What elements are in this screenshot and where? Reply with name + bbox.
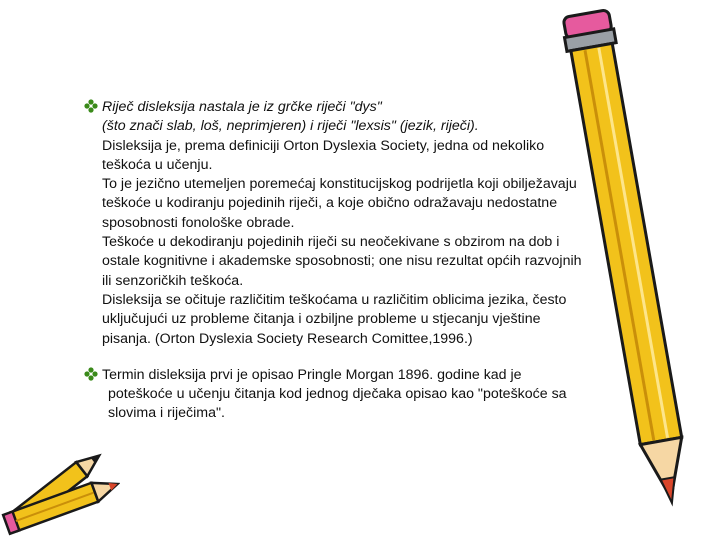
paragraph-line: To je jezično utemeljen poremećaj konstitucijskog podrijetla koji obilježavaju (102, 176, 577, 193)
paragraph-line: slovima i riječima". (108, 405, 225, 422)
paragraph-line: sposobnosti fonološke obrade. (102, 214, 295, 231)
list-item (84, 98, 664, 349)
paragraph-line: Teškoće u dekodiranju pojedinih riječi su neočekivane s obzirom na dob i (102, 234, 560, 251)
paragraph-line: pisanja. (Orton Dyslexia Society Research Comittee,1996.) (102, 330, 473, 347)
paragraph-line: Disleksija je, prema definiciji Orton Dyslexia Society, jedna od nekoliko (102, 137, 545, 154)
paragraph-line: poteškoće u učenju čitanja kod jednog dječaka opisao kao "poteškoće sa (108, 386, 567, 403)
paragraph-line: teškoća u učenju. (102, 156, 213, 173)
list-item (84, 366, 664, 424)
paragraph-line: Riječ disleksija nastala je iz grčke riječi "dys" (102, 99, 382, 115)
pencils-icon (0, 430, 120, 540)
paragraph-line: Disleksija se očituje različitim teškoćama u različitim oblicima jezika, često (102, 291, 567, 308)
paragraph-line: teškoće u kodiranju pojedinih riječi, a koje obično odražavaju nedostatne (102, 195, 558, 212)
diamond-bullet-icon (84, 367, 98, 381)
slide-body (84, 98, 664, 424)
paragraph-line: ili senzoričkih teškoća. (102, 272, 244, 289)
paragraph-line: Termin disleksija prvi je opisao Pringle Morgan 1896. godine kad je (102, 366, 522, 383)
diamond-bullet-icon (84, 99, 98, 113)
paragraph-line: ostale kognitivne i akademske sposobnosti; one nisu rezultat općih razvojnih (102, 253, 582, 270)
paragraph-line: uključujući uz probleme čitanja i ozbiljne probleme u stjecanju vještine (102, 311, 541, 328)
paragraph-line: (što znači slab, loš, neprimjeren) i riječi "lexsis" (jezik, riječi). (102, 118, 479, 135)
